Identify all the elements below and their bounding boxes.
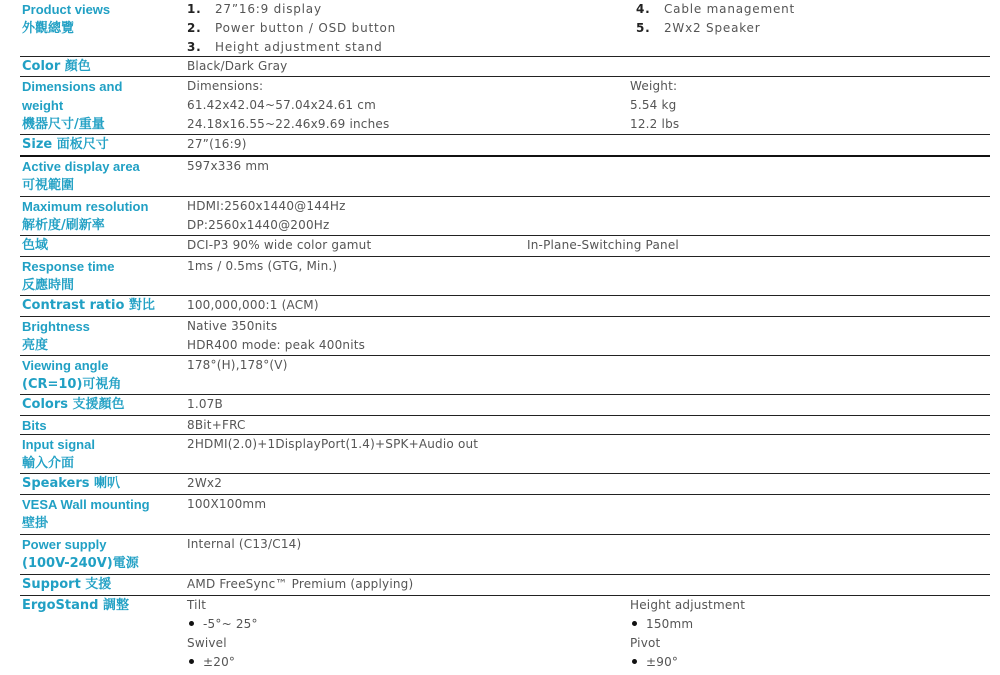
item-text: Power button / OSD button [215, 21, 397, 35]
label-bits: Bits [22, 418, 47, 433]
label-ergostand: ErgoStand 調整 [22, 598, 129, 613]
resolution-values: HDMI:2560x1440@144Hz DP:2560x1440@200Hz [187, 199, 346, 232]
item-number: 4. [636, 2, 651, 16]
size-value: 27”(16:9) [187, 137, 247, 151]
label-size: Size 面板尺寸 [22, 137, 109, 152]
row-resolution [20, 197, 990, 236]
row-vesa [20, 495, 990, 535]
label-vesa: VESA Wall mounting 壁掛 [22, 497, 150, 531]
label-resolution: Maximum resolution 解析度/刷新率 [22, 199, 149, 233]
view-item [187, 38, 396, 57]
row-active-area [20, 157, 990, 197]
bullet-icon [632, 621, 637, 626]
view-item [636, 0, 795, 19]
bullet-item: ±90° [630, 653, 745, 672]
label-active-area: Active display area 可視範圍 [22, 159, 140, 193]
row-color [20, 57, 990, 77]
item-number: 2. [187, 21, 202, 35]
bullet-item: -5°~ 25° [187, 615, 258, 634]
label-speakers: Speakers 喇叭 [22, 476, 121, 491]
item-text: Height adjustment stand [215, 40, 383, 54]
row-ergostand [20, 596, 990, 672]
product-views-left [187, 0, 396, 57]
label-zh: 外觀總覽 [22, 21, 75, 36]
response-value: 1ms / 0.5ms (GTG, Min.) [187, 259, 338, 273]
label-gamut: 色域 [22, 238, 49, 253]
label-en: Product views [22, 2, 111, 17]
row-speakers [20, 474, 990, 495]
label-power: Power supply (100V-240V)電源 [22, 537, 139, 571]
view-item [187, 0, 396, 19]
gamut-value: DCI-P3 90% wide color gamut [187, 238, 372, 252]
bullet-icon [189, 621, 194, 626]
power-value: Internal (C13/C14) [187, 537, 302, 551]
weight-values: Weight: 5.54 kg 12.2 lbs [630, 79, 680, 131]
label-product-views [22, 0, 182, 38]
dimensions-values: Dimensions: 61.42x42.04~57.04x24.61 cm 24.18x16.55~22.46x9.69 inches [187, 79, 390, 131]
panel-type: In-Plane-Switching Panel [527, 238, 679, 252]
label-brightness: Brightness 亮度 [22, 319, 90, 353]
label-viewing: Viewing angle (CR=10)可視角 [22, 358, 122, 392]
colors-value: 1.07B [187, 397, 223, 411]
item-number: 1. [187, 2, 202, 16]
bullet-icon [189, 659, 194, 664]
item-text: 27”16:9 display [215, 2, 322, 16]
vesa-value: 100X100mm [187, 497, 267, 511]
row-response [20, 257, 990, 296]
row-size [20, 135, 990, 157]
viewing-value: 178°(H),178°(V) [187, 358, 288, 372]
label-dimensions: Dimensions and weight 機器尺寸/重量 [22, 79, 123, 132]
bullet-item: ±20° [187, 653, 258, 672]
product-views-right [636, 0, 795, 38]
item-text: 2Wx2 Speaker [664, 21, 761, 35]
row-brightness [20, 317, 990, 356]
bullet-icon [632, 659, 637, 664]
row-dimensions [20, 77, 990, 135]
item-number: 5. [636, 21, 651, 35]
label-color: Color 顏色 [22, 59, 91, 74]
row-product-views [20, 0, 990, 57]
view-item [636, 19, 795, 38]
spec-table [20, 0, 990, 672]
label-input: Input signal 輸入介面 [22, 437, 95, 471]
brightness-values: Native 350nits HDR400 mode: peak 400nits [187, 319, 366, 352]
ergostand-right: Height adjustment 150mm Pivot ±90° [630, 596, 745, 672]
input-value: 2HDMI(2.0)+1DisplayPort(1.4)+SPK+Audio out [187, 437, 479, 451]
active-area-value: 597x336 mm [187, 159, 270, 173]
support-value: AMD FreeSync™ Premium (applying) [187, 577, 414, 591]
speakers-value: 2Wx2 [187, 476, 223, 490]
row-bits [20, 416, 990, 435]
row-colors [20, 395, 990, 416]
contrast-value: 100,000,000:1 (ACM) [187, 298, 319, 312]
bullet-item: 150mm [630, 615, 745, 634]
row-viewing [20, 356, 990, 395]
row-contrast [20, 296, 990, 317]
item-text: Cable management [664, 2, 796, 16]
label-support: Support 支援 [22, 577, 112, 592]
ergostand-left: Tilt -5°~ 25° Swivel ±20° [187, 596, 258, 672]
item-number: 3. [187, 40, 202, 54]
row-power [20, 535, 990, 575]
row-gamut [20, 236, 990, 257]
bits-value: 8Bit+FRC [187, 418, 246, 432]
color-value: Black/Dark Gray [187, 59, 288, 73]
row-input [20, 435, 990, 474]
label-colors: Colors 支援顏色 [22, 397, 125, 412]
row-support [20, 575, 990, 596]
label-response: Response time 反應時間 [22, 259, 115, 293]
view-item [187, 19, 396, 38]
label-contrast: Contrast ratio 對比 [22, 298, 155, 313]
